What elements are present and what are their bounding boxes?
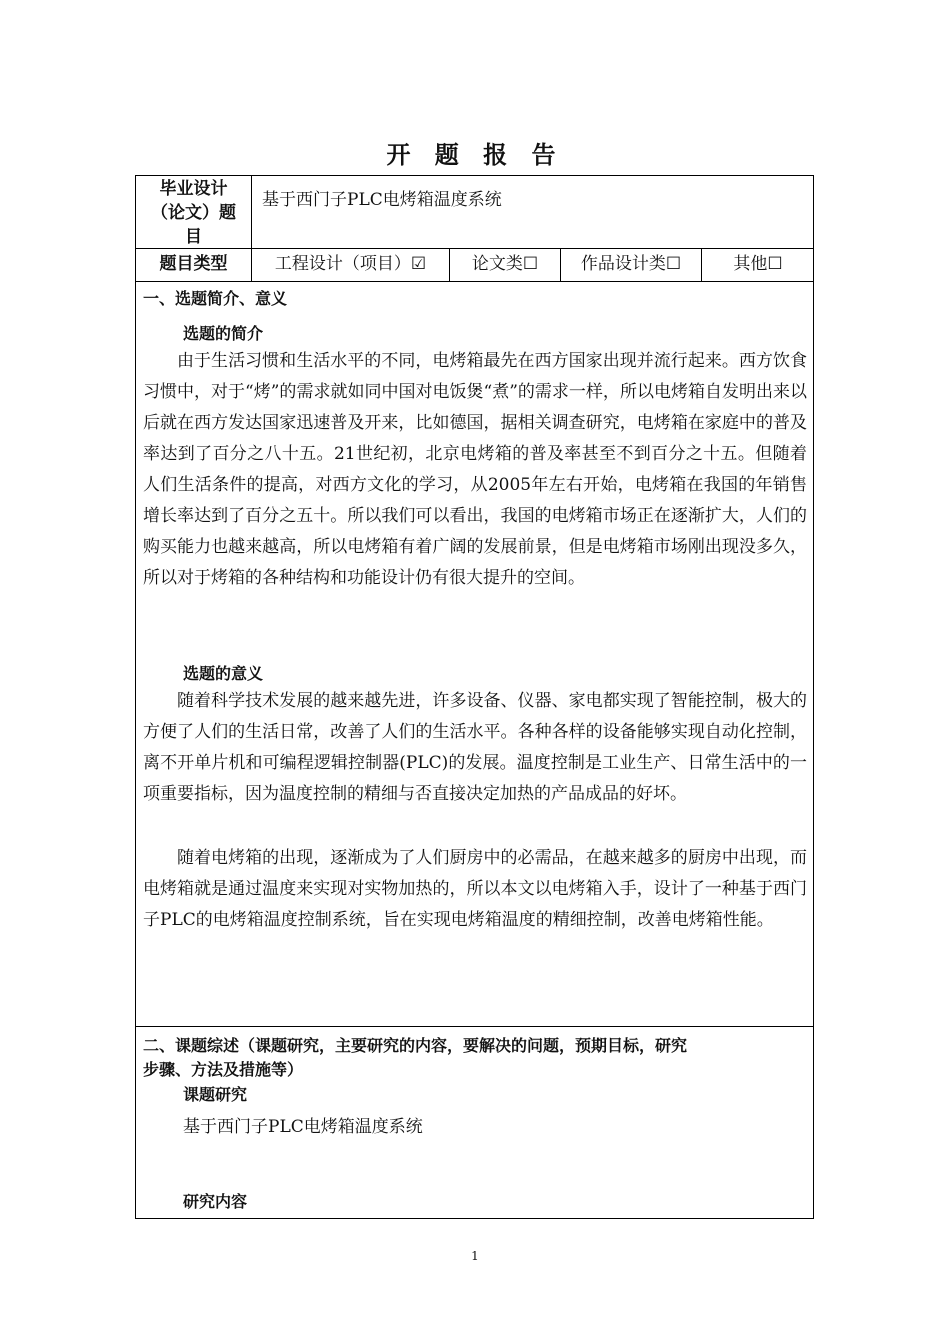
row-divider — [135, 1026, 814, 1027]
meaning-paragraph-1: 随着科学技术发展的越来越先进，许多设备、仪器、家电都实现了智能控制，极大的方便了人们的生活日常，改善了人们的生活水平。各种各样的设备能够实现自动化控制，离不开单片机和可编程逻辑控制器(PLC)的发展。温度控制是工业生产、日常生活中的一项重要指标，因为温度控制的精细与否直接决定加热的产品成品的好坏。 — [143, 691, 807, 804]
type-option-work-design[interactable]: 作品设计类☐ — [580, 254, 682, 274]
intro-paragraph: 由于生活习惯和生活水平的不同，电烤箱最先在西方国家出现并流行起来。西方饮食习惯中，对于“烤”的需求就如同中国对电饭煲“煮”的需求一样，所以电烤箱自发明出来以后就在西方发达国家迅速普及开来，比如德国，据相关调查研究，电烤箱在家庭中的普及率达到了百分之八十五。21世纪初，北京电烤箱的普及率甚至不到百分之十五。但随着人们生活条件的提高，对西方文化的学习，从2005年左右开始，电烤箱在我国的年销售增长率达到了百分之五十。所以我们可以看出，我国的电烤箱市场正在逐渐扩大，人们的购买能力也越来越高，所以电烤箱有着广阔的发展前景，但是电烤箱市场刚出现没多久，所以对于烤箱的各种结构和功能设计仍有很大提升的空间。 — [143, 351, 807, 588]
intro-heading: 选题的简介 — [183, 324, 264, 343]
research-text: 基于西门子PLC电烤箱温度系统 — [183, 1117, 423, 1137]
section1-heading: 一、选题简介、意义 — [143, 289, 288, 308]
type-option-thesis[interactable]: 论文类☐ — [471, 254, 539, 274]
content-heading: 研究内容 — [183, 1192, 248, 1211]
meaning-heading: 选题的意义 — [183, 664, 264, 683]
section2-heading-line2: 步骤、方法及措施等） — [143, 1060, 304, 1079]
research-heading: 课题研究 — [183, 1085, 248, 1104]
meaning-paragraph-2: 随着电烤箱的出现，逐渐成为了人们厨房中的必需品，在越来越多的厨房中出现，而电烤箱就是通过温度来实现对实物加热的，所以本文以电烤箱入手，设计了一种基于西门子PLC的电烤箱温度控制系统，旨在实现电烤箱温度的精细控制，改善电烤箱性能。 — [143, 848, 807, 930]
type-option-engineering[interactable]: 工程设计（项目）☑ — [274, 254, 427, 274]
page-title: 开 题 报 告 — [386, 141, 564, 169]
type-label: 题目类型 — [159, 254, 228, 274]
topic-value: 基于西门子PLC电烤箱温度系统 — [262, 190, 502, 210]
section2-heading-line1: 二、课题综述（课题研究，主要研究的内容，要解决的问题，预期目标，研究 — [143, 1036, 688, 1055]
type-option-other[interactable]: 其他☐ — [733, 254, 783, 274]
row-divider — [135, 281, 814, 282]
topic-label: 毕业设计 （论文）题 目 — [151, 179, 236, 247]
page-number: 1 — [471, 1249, 479, 1263]
